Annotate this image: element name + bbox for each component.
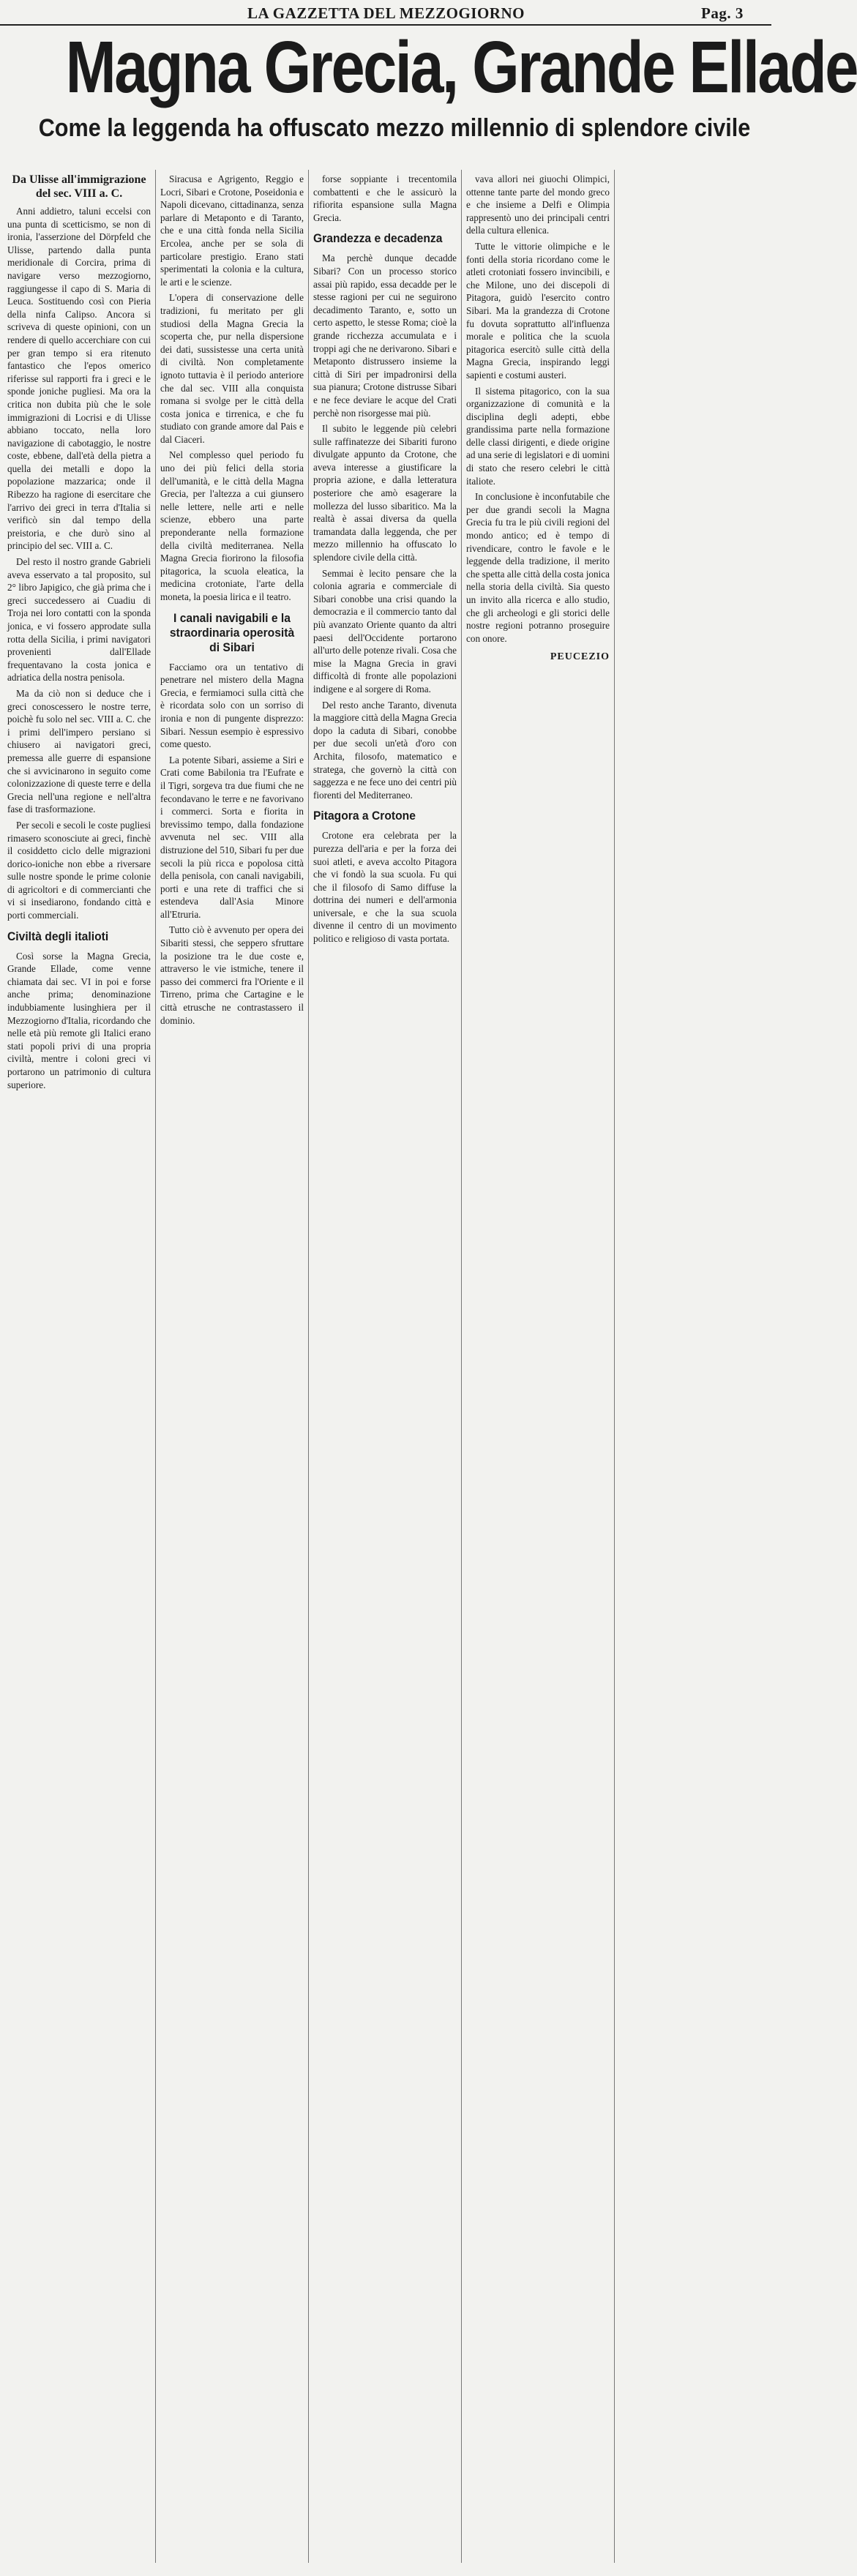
article-column-4 xyxy=(466,173,610,2566)
running-head xyxy=(0,0,771,25)
paragraph: Nel complesso quel periodo fu uno dei più felici della storia dell'umanità, e le città della Magna Grecia, per l'altezza a cui giunsero nelle lettere, nelle arti e nelle scienze, ebbero una parte preponderante nella formazione della civiltà mediterranea. Nella Magna Grecia fiorirono la filosofia pitagorica, la scuola eleatica, la medicina crotoniate, l'arte della moneta, la poesia lirica e il teatro. xyxy=(160,449,304,602)
masthead-title: LA GAZZETTA DEL MEZZOGIORNO xyxy=(247,4,525,22)
paragraph: Così sorse la Magna Grecia, Grande Ellade, come venne chiamata dai sec. VI in poi e forse anche prima; denominazione indubbiamente lusinghiera per il Mezzogiorno d'Italia, ricordando che nelle età più remote gli Italici erano stati popoli privi di una propria civiltà, mentre i coloni greci vi portarono un patrimonio di cultura superiore. xyxy=(7,950,151,1090)
paragraph: Anni addietro, taluni eccelsi con una punta di scetticismo, se non di ironia, l'asserzione del Dörpfeld che Ulisse, partendo dalla punta meridionale di Corcira, prima di navigare verso mezzogiorno, raggiungesse il capo di S. Maria di Leuca. Sostituendo così con Pieria della ninfa Calipso. Ancora si scriveva di queste opinioni, con un rendere di quello accerchiare con cui per gran tempo si era ritenuto fantastico che l'epos omerico riferisse sul rapporti fra i greci e le sponde joniche pugliesi. Ma ora la critica non dubita più che le sole immigrazioni di Locrisi e di Ulisse abbiano toccato, nella loro navigazione di cabotaggio, le nostre coste, ebbene, dall'età della pietra a quella dei metalli e dopo la popolazione mazzarica; onde il Ribezzo ha ragione di esercitare che l'arrivo dei greci in terra d'Italia si verificò sin dal tempo della preistoria, e che durò sino al principio del sec. VIII a. C. xyxy=(7,206,151,552)
paragraph: Ma perchè dunque decadde Sibari? Con un processo storico assai più rapido, essa decadde per le stesse ragioni per cui ne seguirono decadimento Taranto, e, sotto un certo aspetto, le stesse Roma; cioè la grande ricchezza accumulata e i troppi agi che ne derivarono. Sibari e Metaponto distrussero insieme la città di Siri per impadronirsi della sua pianura; Crotone distrusse Sibari e ne fece deviare le acque del Crati perchè non risorgesse mai più. xyxy=(313,252,457,419)
paragraph: Ma da ciò non si deduce che i greci conoscessero le nostre terre, poichè fu solo nel sec. VIII a. C. che i primi dell'impero persiano si chiusero ai navigatori greci, premessa alle guerre di espansione che si avvicinarono in seguito come colonizzazione di queste terre e della Grecia nell'una regione e nell'altra fase di trasformazione. xyxy=(7,687,151,815)
page-number: Pag. 3 xyxy=(701,4,744,22)
article-headline: Magna Grecia, Grande Ellade xyxy=(65,26,857,108)
article-column-2 xyxy=(160,173,304,2566)
column-separator xyxy=(461,170,462,2563)
article-byline: PEUCEZIO xyxy=(550,651,610,663)
paragraph: L'opera di conservazione delle tradizioni, fu meritato per gli studiosi della Magna Grecia la scoperta che, pur nella dispersione dei dati, sussistesse una certa unità di civiltà. Non completamente ignoto tuttavia è il periodo anteriore che dal sec. VIII alla conquista romana si svolge per le città della costa jonica e tirrenica, e che fu studiato con grande amore dal Pais e dal Ciaceri. xyxy=(160,292,304,445)
column-separator xyxy=(614,170,615,2563)
paragraph: Siracusa e Agrigento, Reggio e Locri, Sibari e Crotone, Poseidonia e Napoli dicevano, cittadinanza, senza parlare di Metaponto e di Taranto, che e una città fonda nella Sicilia Ercolea, anche per se sola di particolare prestigio. Erano stati sperimentati la colonia e la cultura, le arti e le scienze. xyxy=(160,173,304,288)
section-heading-civilta: Civiltà degli italioti xyxy=(7,929,109,943)
paragraph: vava allori nei giuochi Olimpici, ottenne tante parte del mondo greco e che insieme a Delfi e Olimpia rappresentò uno dei principali centri della cultura ellenica. xyxy=(466,173,610,236)
paragraph: forse soppiante i trecentomila combattenti e che le assicurò la rifiorita espansione sulla Magna Grecia. xyxy=(313,173,457,223)
paragraph: Del resto il nostro grande Gabrieli aveva esservato a tal proposito, sul 2° libro Japigico, che già prima che i greci succedessero ai Cuadiu di Troja nei loro contatti con la sponda jonica, e vi fossero approdate sulla rotta della Sicilia, i primi navigatori provenienti dall'Ellade frequentavano la costa jonica e adriatica della nostra penisola. xyxy=(7,556,151,684)
box-title: Da Ulisse all'immigrazione del sec. VIII a. C. xyxy=(12,173,146,200)
column-separator xyxy=(308,170,309,2563)
paragraph: Il sistema pitagorico, con la sua organizzazione di comunità e la disciplina degli adepti, ebbe grandissima parte nella formazione delle classi dirigenti, e diede origine ad una serie di legislatori e di uomini di stato che resero celebri le città italiote. xyxy=(466,385,610,487)
article-column-1 xyxy=(7,173,151,2566)
paragraph: Il subito le leggende più celebri sulle raffinatezze dei Sibariti furono divulgate appunto da Crotone, che aveva interesse a giustificare la propria azione, e dalla letteratura posteriore che amò esagerare la mollezza del lusso sibaritico. Ma la realtà è assai diversa da quella tramandata dalla leggenda, che per mezzo millennio ha offuscato lo splendore civile della città. xyxy=(313,423,457,564)
paragraph: Tutte le vittorie olimpiche e le fonti della storia ricordano come le atleti crotoniati fossero invincibili, e che Milone, uno dei discepoli di Pitagora, guidò l'esercito contro Sibari. Ma la grandezza di Crotone fu dovuta soprattutto all'influenza morale e politica che la scuola pitagorica esercitò sulle città della Magna Grecia, inspirando leggi sapienti e costumi austeri. xyxy=(466,240,610,381)
paragraph: In conclusione è inconfutabile che per due grandi secoli la Magna Grecia fu tra le più civili regioni del mondo antico; ed è tempo di rivendicare, contro le favole e le leggende della tradizione, il merito che spetta alle città della costa jonica nella storia della civiltà. Sia questo un invito alla ricerca e allo studio, che gli archeologi e gli storici delle nostre regioni potranno proseguire con onore. xyxy=(466,491,610,644)
paragraph: Per secoli e secoli le coste pugliesi rimasero sconosciute ai greci, finchè il cosiddetto ciclo delle migrazioni dorico-ioniche non ebbe a riversare sulle nostre sponde le prime colonie di agricoltori e di commercianti che vi si insediarono, fondando città e porti commerciali. xyxy=(7,819,151,921)
paragraph: Semmai è lecito pensare che la colonia agraria e commerciale di Sibari conobbe una crisi quando la democrazia e il commercio tanto dal più avanzato Oriente quanto da altri paesi dell'Occidente portarono all'urto delle potenze rivali. Cosa che mise la Magna Grecia in gravi difficoltà di fronte alle popolazioni indigene e al sorgere di Roma. xyxy=(313,567,457,694)
article-subheadline: Come la leggenda ha offuscato mezzo millennio di splendore civile xyxy=(38,114,751,142)
section-heading-pitagora: Pitagora a Crotone xyxy=(313,809,416,823)
paragraph: Facciamo ora un tentativo di penetrare nel mistero della Magna Grecia, e fermiamoci sulla città che è ricordata solo con un sorriso di ironia e non di pungente disprezzo: Sibari. Nessun esempio è espressivo come questo. xyxy=(160,661,304,750)
header-rule xyxy=(0,24,771,26)
column-separator xyxy=(155,170,156,2563)
paragraph: La potente Sibari, assieme a Siri e Crati come Babilonia tra l'Eufrate e il Tigri, sorgeva tra due fiumi che ne fecondavano le terre e ne favorivano i commerci. Sorta e fiorita in brevissimo tempo, dalla fondazione avvenuta nel sec. VIII alla distruzione del 510, Sibari fu per due secoli la più ricca e popolosa città della penisola, con canali navigabili, porti e una rete di traffici che si estendeva dall'Asia Minore all'Etruria. xyxy=(160,754,304,920)
section-heading-grandezza: Grandezza e decadenza xyxy=(313,231,443,246)
article-column-3 xyxy=(313,173,457,2566)
paragraph: Crotone era celebrata per la purezza dell'aria e per la forza dei suoi atleti, e aveva accolto Pitagora che vi fondò la sua scuola. Fu qui che il filosofo di Samo diffuse la dottrina dei numeri e dell'armonia universale, e che la sua scuola divenne il centro di un movimento politico e religioso di vasta portata. xyxy=(313,830,457,945)
paragraph: Del resto anche Taranto, divenuta la maggiore città della Magna Grecia dopo la caduta di Sibari, conobbe per due secoli un'età d'oro con Archita, filosofo, matematico e stratega, che governò la città con saggezza e ne fece uno dei centri più fiorenti del Mediterraneo. xyxy=(313,699,457,801)
section-heading-canali: I canali navigabili e la straordinaria operosità di Sibari xyxy=(169,610,295,654)
paragraph: Tutto ciò è avvenuto per opera dei Sibariti stessi, che seppero sfruttare la posizione tra le due coste e, attraverso le vie istmiche, tenere il passo dei commerci fra l'Oriente e il Tirreno, prima che Cartagine e le città etrusche ne contrastassero il dominio. xyxy=(160,924,304,1026)
